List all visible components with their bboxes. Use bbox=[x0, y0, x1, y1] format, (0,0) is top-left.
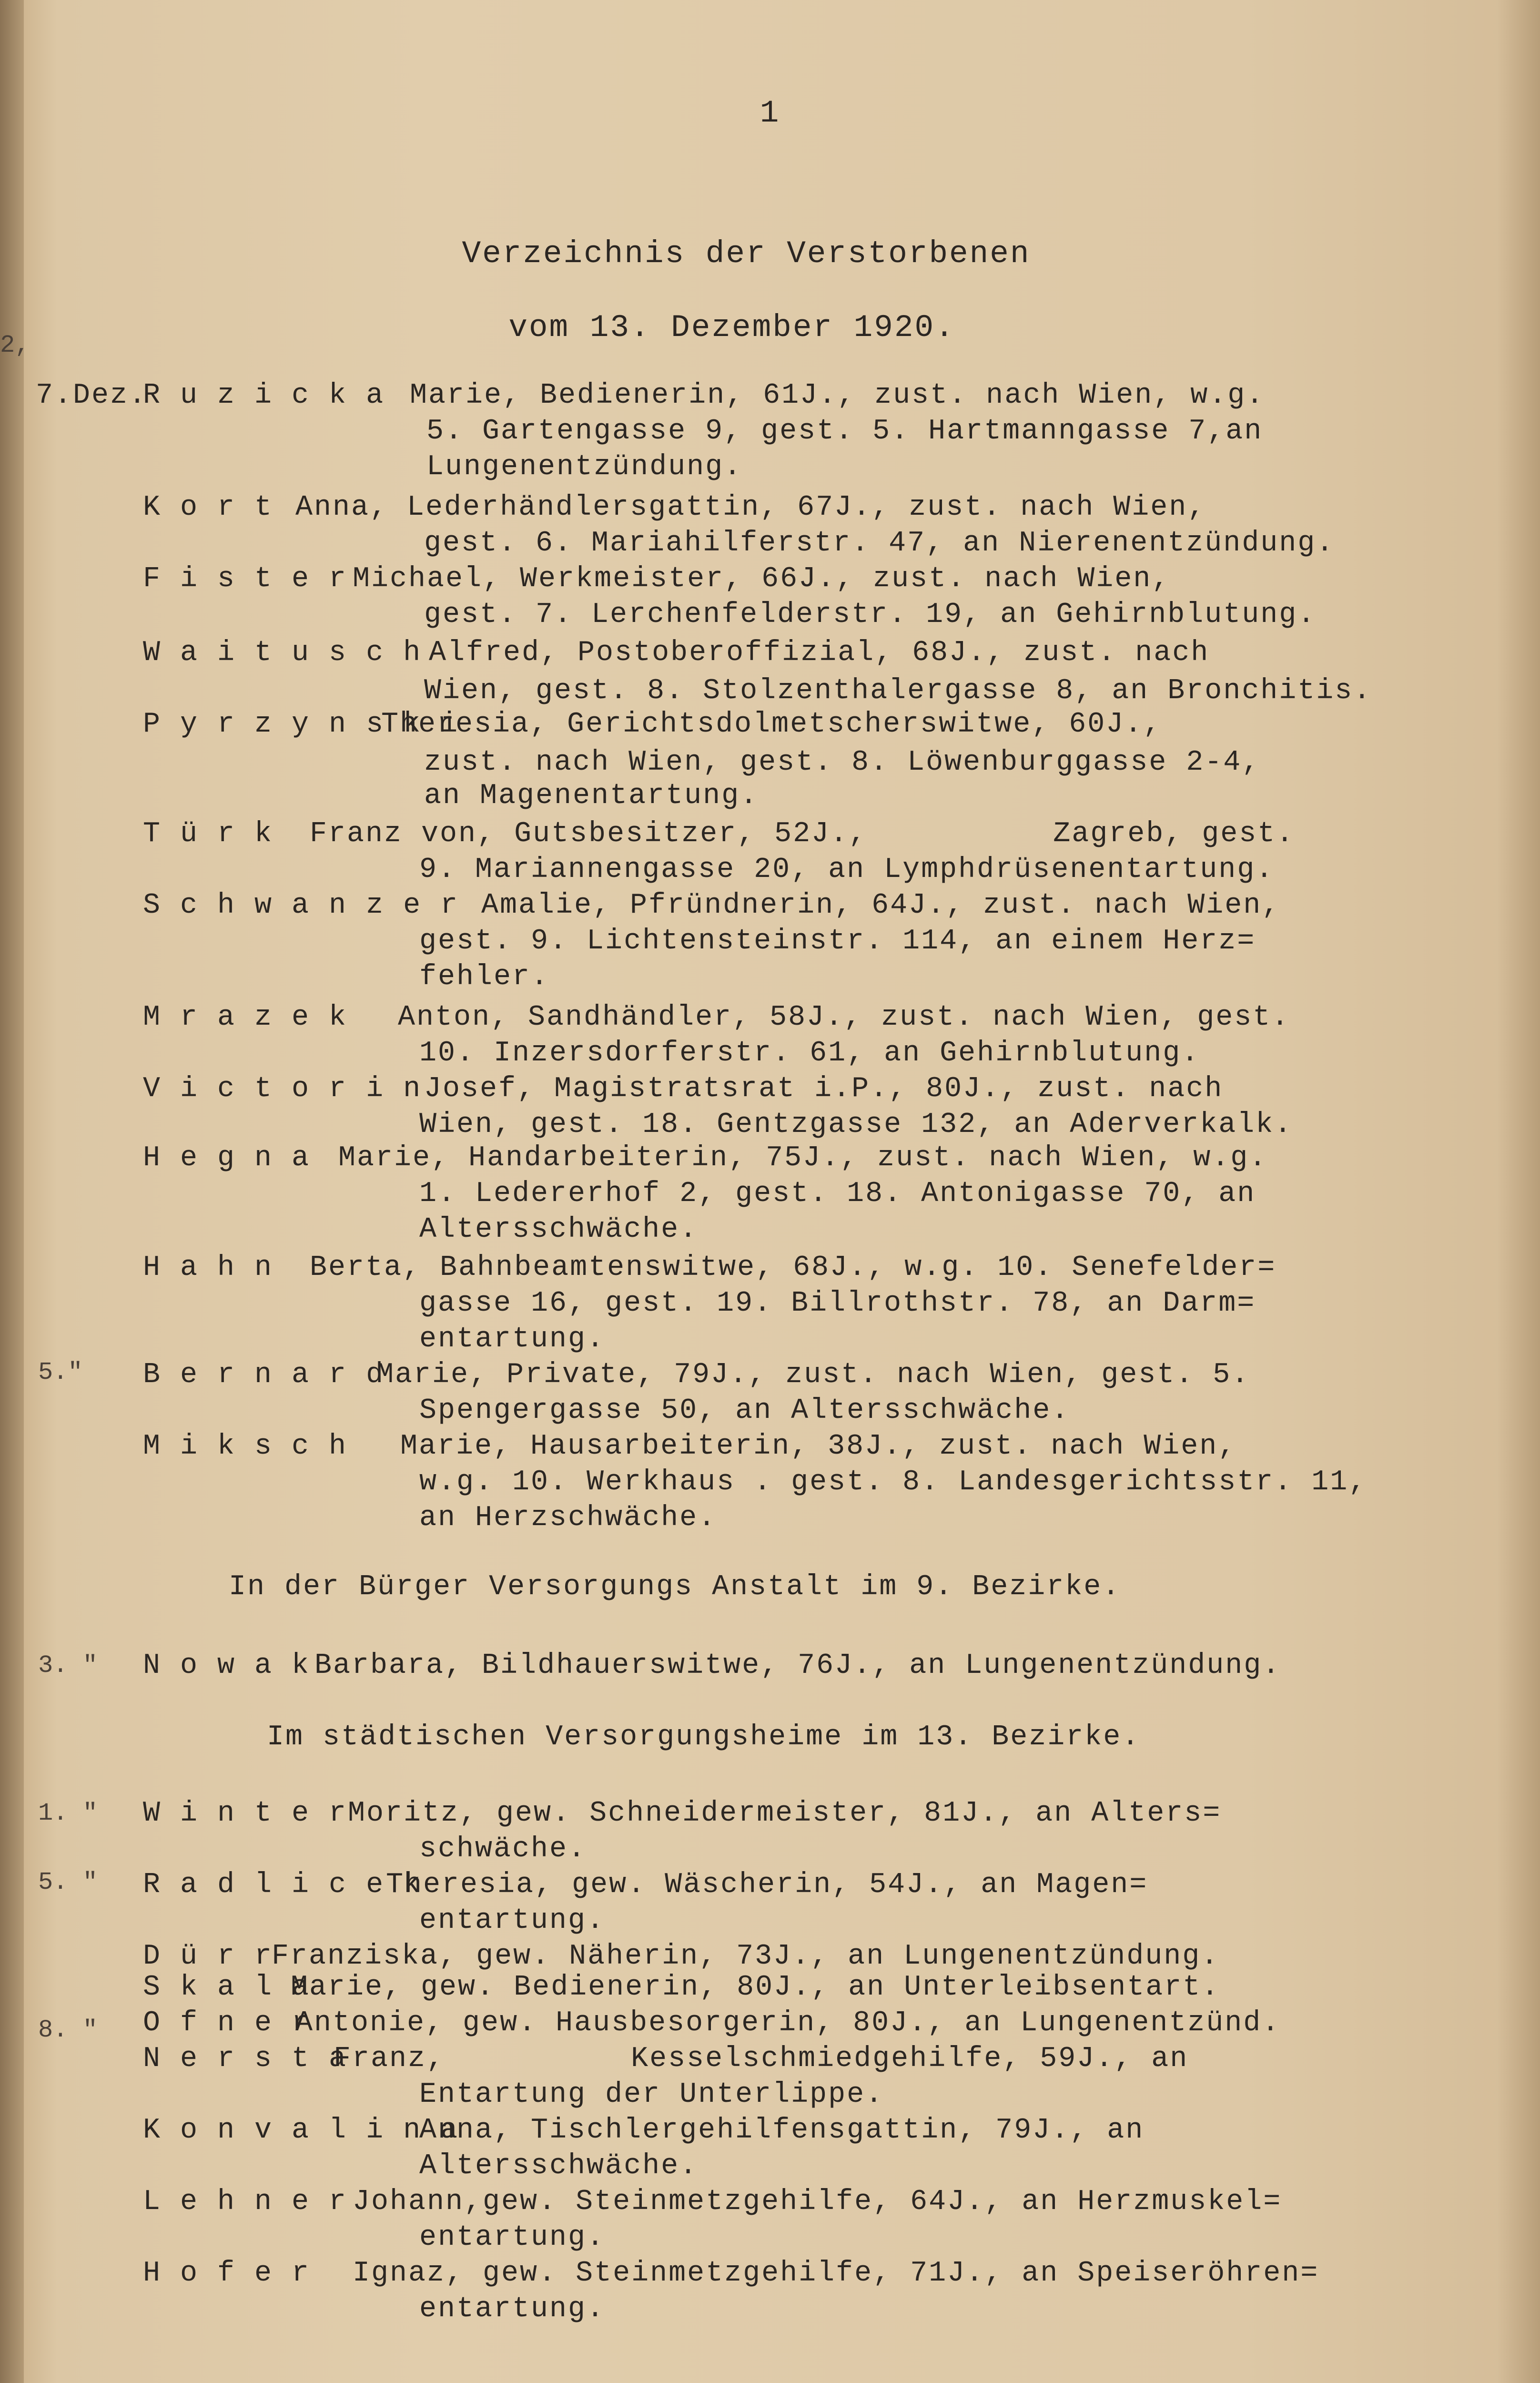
entry-text: Franziska, gew. Näherin, 73J., an Lungenentzündung. bbox=[272, 1940, 1220, 1973]
entry-text: Antonie, gew. Hausbesorgerin, 80J., an Lungenentzünd. bbox=[295, 2007, 1281, 2039]
entry-text: 9. Mariannengasse 20, an Lymphdrüsenentartung. bbox=[419, 854, 1275, 886]
entry-text: Anna, Lederhändlersgattin, 67J., zust. nach Wien, bbox=[295, 491, 1206, 524]
entry-text: Franz von, Gutsbesitzer, 52J., Zagreb, gest. bbox=[310, 818, 1295, 850]
entry-text: entartung. bbox=[419, 2293, 606, 2325]
entry-surname: W a i t u s c h bbox=[143, 637, 422, 669]
entry-surname: F i s t e r bbox=[143, 563, 348, 595]
entry-text: fehler. bbox=[419, 961, 550, 993]
entry-text: Johann,gew. Steinmetzgehilfe, 64J., an Herzmuskel= bbox=[353, 2186, 1282, 2218]
entry-text: schwäche. bbox=[419, 1833, 587, 1865]
margin-mark: 5." bbox=[38, 1358, 83, 1386]
entry-text: Marie, Private, 79J., zust. nach Wien, gest. 5. bbox=[376, 1359, 1250, 1391]
entry-surname: O f n e r bbox=[143, 2007, 311, 2039]
page-number: 1 bbox=[760, 95, 780, 131]
entry-text: Theresia, gew. Wäscherin, 54J., an Magen= bbox=[386, 1869, 1148, 1901]
entry-text: Moritz, gew. Schneidermeister, 81J., an Alters= bbox=[348, 1797, 1222, 1830]
entry-surname: N o w a k bbox=[143, 1650, 311, 1682]
margin-mark: 3. " bbox=[38, 1651, 98, 1680]
entry-text: 1. Ledererhof 2, gest. 18. Antonigasse 70, an bbox=[419, 1178, 1256, 1210]
entry-surname: H a h n bbox=[143, 1252, 274, 1284]
entry-surname: L e h n e r bbox=[143, 2186, 348, 2218]
page-edge-shadow bbox=[1497, 0, 1540, 2383]
entry-text: Ignaz, gew. Steinmetzgehilfe, 71J., an Speiseröhren= bbox=[353, 2257, 1319, 2290]
section-heading: In der Bürger Versorgungs Anstalt im 9. Bezirke. bbox=[229, 1571, 1121, 1603]
entry-surname: D ü r r bbox=[143, 1940, 274, 1973]
entry-surname: W i n t e r bbox=[143, 1797, 348, 1830]
entry-surname: M r a z e k bbox=[143, 1001, 348, 1034]
entry-text: Alfred, Postoberoffizial, 68J., zust. nach bbox=[429, 637, 1210, 669]
entry-text: Altersschwäche. bbox=[419, 2150, 699, 2182]
entry-text: entartung. bbox=[419, 1323, 606, 1355]
entry-text: Entartung der Unterlippe. bbox=[419, 2078, 884, 2111]
entry-surname: B e r n a r d bbox=[143, 1359, 385, 1391]
entry-text: Anton, Sandhändler, 58J., zust. nach Wien, gest. bbox=[398, 1001, 1290, 1034]
entry-text: Franz, Kesselschmiedgehilfe, 59J., an bbox=[334, 2043, 1189, 2075]
entry-surname: H e g n a bbox=[143, 1142, 311, 1174]
entry-text: gest. 7. Lerchenfelderstr. 19, an Gehirnblutung. bbox=[424, 599, 1317, 631]
entry-text: zust. nach Wien, gest. 8. Löwenburggasse 2-4, bbox=[424, 746, 1261, 779]
entry-text: an Magenentartung. bbox=[424, 780, 759, 812]
section-heading: Im städtischen Versorgungsheime im 13. Bezirke. bbox=[267, 1721, 1141, 1753]
entry-text: Marie, Handarbeiterin, 75J., zust. nach Wien, w.g. bbox=[338, 1142, 1268, 1174]
entry-surname: M i k s c h bbox=[143, 1430, 348, 1463]
entry-date: 7.Dez. bbox=[36, 379, 148, 412]
entry-text: Theresia, Gerichtsdolmetscherswitwe, 60J., bbox=[381, 708, 1162, 741]
entry-surname: S c h w a n z e r bbox=[143, 889, 459, 922]
document-title: Verzeichnis der Verstorbenen bbox=[462, 236, 1031, 272]
entry-text: gest. 9. Lichtensteinstr. 114, an einem Herz= bbox=[419, 925, 1256, 957]
entry-text: Marie, Hausarbeiterin, 38J., zust. nach Wien, bbox=[400, 1430, 1237, 1463]
entry-surname: P y r z y n s k i bbox=[143, 708, 459, 741]
entry-text: Wien, gest. 18. Gentzgasse 132, an Aderverkalk. bbox=[419, 1109, 1293, 1141]
entry-surname: T ü r k bbox=[143, 818, 274, 850]
entry-text: Wien, gest. 8. Stolzenthalergasse 8, an Bronchitis. bbox=[424, 675, 1372, 707]
entry-text: 10. Inzersdorferstr. 61, an Gehirnblutung. bbox=[419, 1037, 1200, 1069]
entry-surname: R u z i c k a bbox=[143, 379, 385, 412]
entry-text: an Herzschwäche. bbox=[419, 1502, 717, 1534]
entry-text: 5. Gartengasse 9, gest. 5. Hartmanngasse 7,an bbox=[426, 415, 1263, 448]
entry-surname: S k a l a bbox=[143, 1971, 311, 2004]
entry-surname: N e r s t a bbox=[143, 2043, 348, 2075]
margin-mark: 5. " bbox=[38, 1868, 98, 1896]
entry-text: Altersschwäche. bbox=[419, 1213, 699, 1246]
entry-text: gest. 6. Mariahilferstr. 47, an Nierenentzündung. bbox=[424, 527, 1335, 560]
entry-surname: R a d l i c e k bbox=[143, 1869, 422, 1901]
entry-text: entartung. bbox=[419, 2221, 606, 2254]
margin-mark: 8. " bbox=[38, 2016, 98, 2044]
entry-text: Anna, Tischlergehilfensgattin, 79J., an bbox=[419, 2114, 1145, 2147]
entry-text: w.g. 10. Werkhaus . gest. 8. Landesgerichtsstr. 11, bbox=[419, 1466, 1368, 1498]
entry-surname: H o f e r bbox=[143, 2257, 311, 2290]
entry-surname: K o n v a l i n a bbox=[143, 2114, 459, 2147]
entry-text: Berta, Bahnbeamtenswitwe, 68J., w.g. 10. Senefelder= bbox=[310, 1252, 1277, 1284]
entry-text: Josef, Magistratsrat i.P., 80J., zust. nach bbox=[424, 1073, 1224, 1105]
entry-text: Amalie, Pfründnerin, 64J., zust. nach Wien, bbox=[481, 889, 1281, 922]
margin-mark: 2, bbox=[0, 331, 30, 359]
entry-text: gasse 16, gest. 19. Billrothstr. 78, an Darm= bbox=[419, 1287, 1256, 1320]
entry-text: Marie, gew. Bedienerin, 80J., an Unterleibsentart. bbox=[291, 1971, 1220, 2004]
entry-text: Barbara, Bildhauerswitwe, 76J., an Lungenentzündung. bbox=[314, 1650, 1281, 1682]
entry-surname: V i c t o r i n bbox=[143, 1073, 422, 1105]
entry-text: entartung. bbox=[419, 1904, 606, 1937]
entry-text: Michael, Werkmeister, 66J., zust. nach Wien, bbox=[353, 563, 1171, 595]
document-subtitle: vom 13. Dezember 1920. bbox=[508, 310, 955, 346]
entry-surname: K o r t bbox=[143, 491, 274, 524]
entry-text: Marie, Bedienerin, 61J., zust. nach Wien, w.g. bbox=[410, 379, 1265, 412]
margin-mark: 1. " bbox=[38, 1799, 98, 1827]
entry-text: Spengergasse 50, an Altersschwäche. bbox=[419, 1395, 1070, 1427]
entry-text: Lungenentzündung. bbox=[426, 451, 743, 483]
